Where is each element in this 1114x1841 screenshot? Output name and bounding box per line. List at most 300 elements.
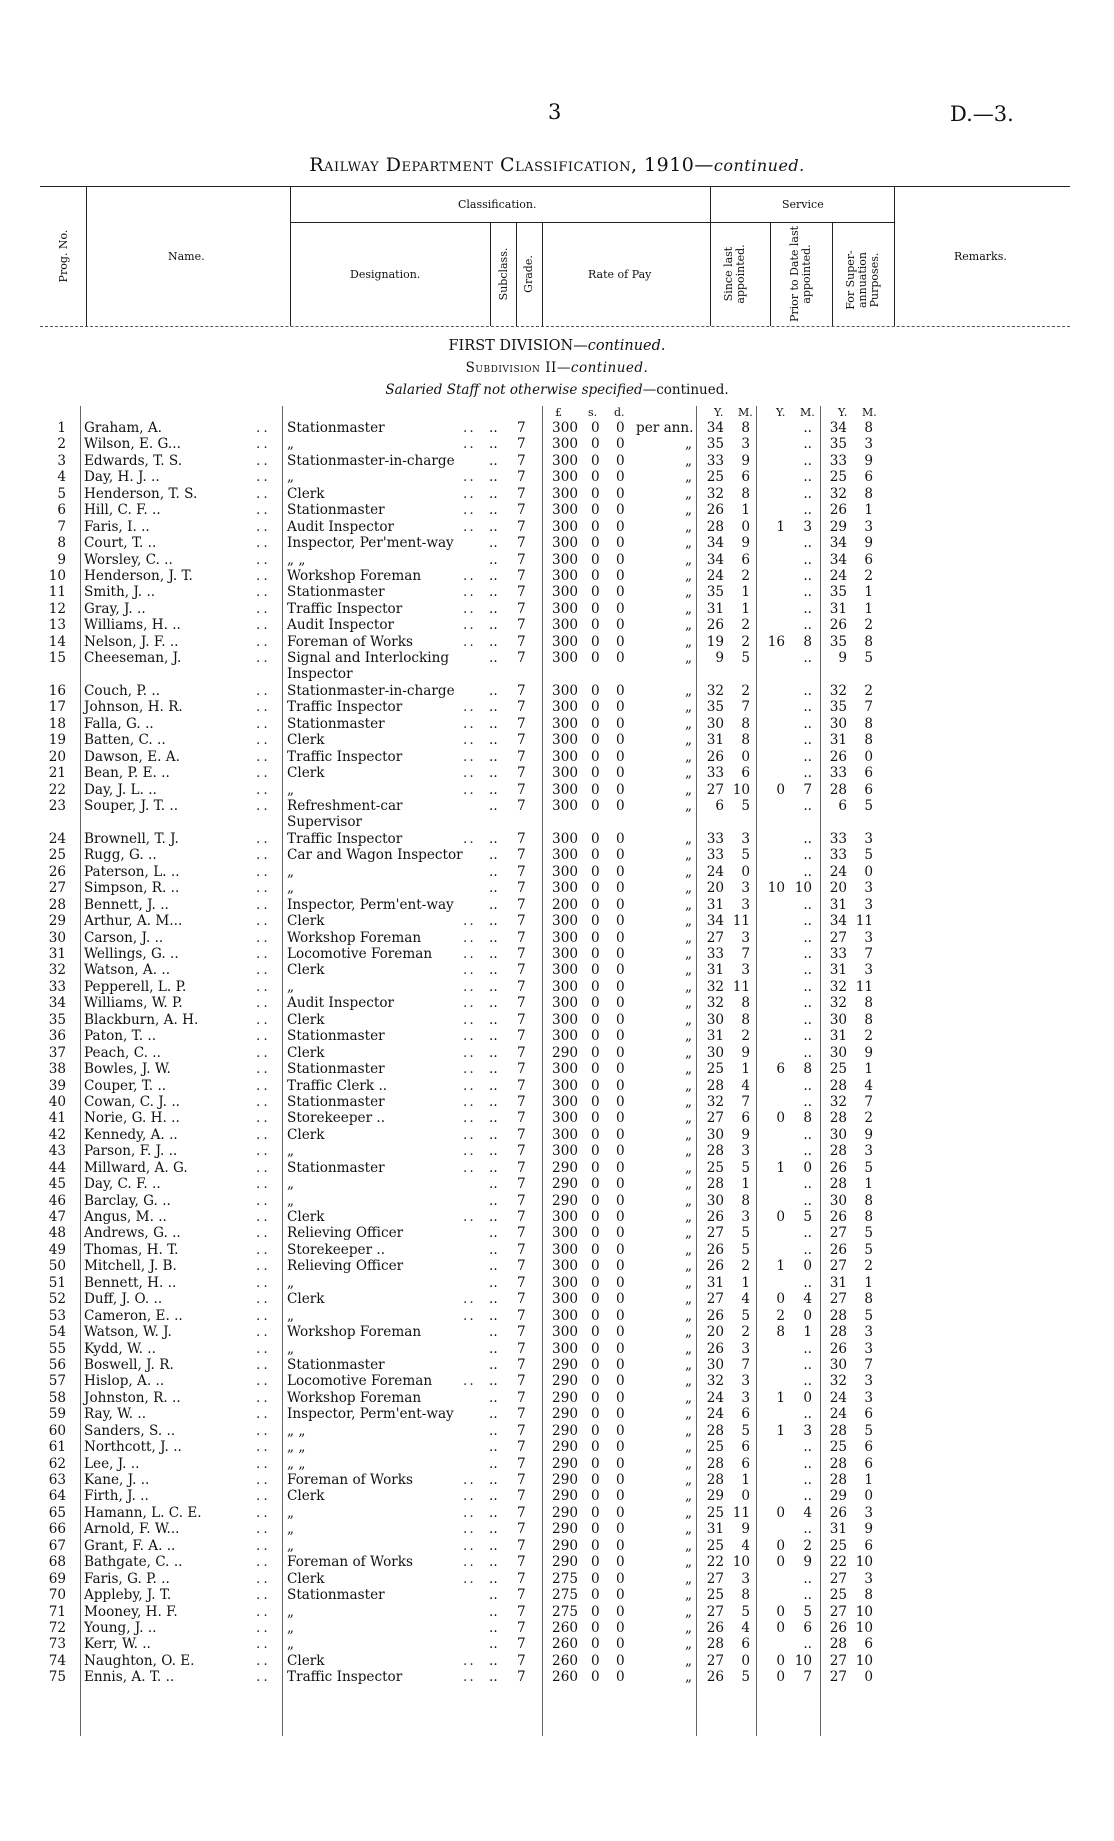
table-row [0,1341,1114,1357]
super-years: 30 [829,1011,847,1028]
prior-months: 8 [803,1061,812,1078]
rate-shillings: 0 [591,1472,600,1489]
super-years: 28 [829,1455,847,1472]
rate-pounds: 300 [552,1126,578,1143]
super-years: 26 [829,1504,847,1521]
subclass: .. [489,633,498,650]
since-years: 34 [706,551,724,568]
super-years: 22 [829,1554,847,1571]
rate-pounds: 300 [552,452,578,469]
since-years: 32 [706,683,724,700]
name-leader: .. [256,1488,271,1505]
name-leader: .. [256,781,271,798]
rate-pounds: 300 [552,469,578,486]
prog-no: 40 [48,1093,66,1110]
rate-pounds: 290 [552,1439,578,1456]
since-years: 30 [706,1192,724,1209]
prior-months: .. [803,1011,812,1028]
unit-months-since: M. [738,406,753,419]
table-row [0,749,1114,765]
super-months: 8 [864,633,873,650]
since-months: 9 [741,452,750,469]
rate-pence: 0 [616,995,625,1012]
designation: Refreshment-car Supervisor [287,798,403,831]
grade: 7 [517,1389,526,1406]
since-years: 28 [706,1636,724,1653]
grade: 7 [517,962,526,979]
grade: 7 [517,1455,526,1472]
designation: Car and Wagon Inspector [287,847,463,864]
grade: 7 [517,1652,526,1669]
rate-shillings: 0 [591,1225,600,1242]
designation: Stationmaster [287,715,385,732]
rate-period: „ [684,1061,692,1078]
prior-years: 0 [776,1504,785,1521]
rate-pounds: 290 [552,1521,578,1538]
title-suffix: continued. [713,156,805,175]
designation-leader: .. [463,699,476,716]
staff-name: Hamann, L. C. E. [84,1504,202,1521]
rate-shillings: 0 [591,1455,600,1472]
since-years: 26 [706,1669,724,1686]
rate-pence: 0 [616,1044,625,1061]
table-row [0,1275,1114,1291]
staff-name: Worsley, C. .. [84,551,173,568]
designation-leader: .. [463,617,476,634]
subclass: .. [489,1455,498,1472]
prior-months: 10 [794,880,812,897]
rate-pounds: 290 [552,1389,578,1406]
name-leader: .. [256,946,271,963]
since-months: 3 [741,1340,750,1357]
rate-pounds: 300 [552,880,578,897]
rate-shillings: 0 [591,847,600,864]
designation: „ [287,1521,295,1538]
super-months: 3 [864,1570,873,1587]
prior-months: 6 [803,1619,812,1636]
prior-months: 0 [803,1307,812,1324]
grade: 7 [517,1422,526,1439]
rate-shillings: 0 [591,1356,600,1373]
name-leader: .. [256,633,271,650]
header-bottom-rule [40,326,1070,327]
rate-shillings: 0 [591,1439,600,1456]
rate-pounds: 300 [552,1307,578,1324]
rate-shillings: 0 [591,617,600,634]
super-months: 6 [864,781,873,798]
subclass: .. [489,1422,498,1439]
rate-pence: 0 [616,1291,625,1308]
rate-period: „ [684,1209,692,1226]
super-years: 27 [829,1291,847,1308]
staff-name: Ray, W. .. [84,1406,147,1423]
grade: 7 [517,1077,526,1094]
table-row [0,1242,1114,1258]
designation: Workshop Foreman [287,929,422,946]
subclass: .. [489,1011,498,1028]
designation-leader: .. [463,1652,476,1669]
since-months: 1 [741,600,750,617]
staff-heading [0,382,1114,398]
table-row [0,1488,1114,1504]
rate-shillings: 0 [591,929,600,946]
prior-months: .. [803,1274,812,1291]
rate-pounds: 300 [552,1209,578,1226]
prog-no: 61 [48,1439,66,1456]
subclass: .. [489,1126,498,1143]
prior-months: 7 [803,1669,812,1686]
since-years: 29 [706,1488,724,1505]
table-row [0,732,1114,748]
prog-no: 55 [48,1340,66,1357]
name-leader: .. [256,650,271,667]
prior-years: 1 [776,1389,785,1406]
prior-months: .. [803,469,812,486]
designation: Clerk [287,1209,325,1226]
designation: „ „ [287,551,306,568]
subclass: .. [489,600,498,617]
since-years: 28 [706,1472,724,1489]
staff-name: Kennedy, A. .. [84,1126,178,1143]
grade: 7 [517,781,526,798]
rate-pence: 0 [616,1307,625,1324]
subclass: .. [489,1570,498,1587]
name-leader: .. [256,1356,271,1373]
rate-shillings: 0 [591,1258,600,1275]
table-row [0,1620,1114,1636]
prior-months: .. [803,995,812,1012]
header-divider [86,186,87,326]
subclass: .. [489,1504,498,1521]
since-years: 31 [706,1521,724,1538]
rate-pounds: 300 [552,1274,578,1291]
rate-pence: 0 [616,847,625,864]
rate-pence: 0 [616,798,625,815]
rate-period: „ [684,1669,692,1686]
prior-years: 0 [776,781,785,798]
table-row [0,1258,1114,1274]
since-years: 26 [706,1258,724,1275]
since-years: 25 [706,1061,724,1078]
table-row [0,1078,1114,1094]
name-leader: .. [256,1340,271,1357]
rate-period: „ [684,436,692,453]
designation-leader: .. [463,1093,476,1110]
table-row [0,1653,1114,1669]
table-row [0,1604,1114,1620]
super-months: 11 [855,978,873,995]
rate-pounds: 300 [552,798,578,815]
rate-shillings: 0 [591,1669,600,1686]
designation: „ [287,469,295,486]
rate-pence: 0 [616,1258,625,1275]
rate-pounds: 300 [552,436,578,453]
super-years: 28 [829,1307,847,1324]
staff-name: Northcott, J. .. [84,1439,182,1456]
since-months: 4 [741,1619,750,1636]
designation-leader: .. [463,946,476,963]
name-leader: .. [256,1669,271,1686]
staff-name: Bennett, J. .. [84,896,169,913]
rate-pence: 0 [616,1389,625,1406]
grade: 7 [517,830,526,847]
unit-months-super: M. [862,406,877,419]
prog-no: 72 [48,1619,66,1636]
super-months: 5 [864,1159,873,1176]
designation-leader: .. [463,1143,476,1160]
since-months: 8 [741,420,750,436]
subclass: .. [489,1274,498,1291]
since-years: 31 [706,1274,724,1291]
since-years: 28 [706,1176,724,1193]
prior-months: 7 [803,781,812,798]
prog-no: 42 [48,1126,66,1143]
since-years: 30 [706,1356,724,1373]
rate-pence: 0 [616,715,625,732]
super-months: 9 [864,1126,873,1143]
grade: 7 [517,600,526,617]
prior-years: 16 [767,633,785,650]
since-years: 26 [706,617,724,634]
prior-years: 1 [776,1422,785,1439]
super-years: 28 [829,1176,847,1193]
since-months: 10 [732,1554,750,1571]
table-row [0,1225,1114,1241]
grade: 7 [517,978,526,995]
designation-leader: .. [463,1028,476,1045]
rate-pounds: 290 [552,1504,578,1521]
header-service: Service [782,198,824,211]
prog-no: 11 [48,584,66,601]
grade: 7 [517,1373,526,1390]
designation: Foreman of Works [287,633,413,650]
prog-no: 53 [48,1307,66,1324]
designation: „ [287,781,295,798]
super-months: 5 [864,1241,873,1258]
designation-leader: .. [463,485,476,502]
staff-name: Wilson, E. G... [84,436,181,453]
since-years: 20 [706,880,724,897]
table-row [0,798,1114,831]
prior-years: 0 [776,1209,785,1226]
super-years: 26 [829,1209,847,1226]
prog-no: 34 [48,995,66,1012]
super-years: 28 [829,1472,847,1489]
rate-pounds: 290 [552,1554,578,1571]
since-months: 6 [741,1110,750,1127]
rate-pence: 0 [616,1587,625,1604]
rate-shillings: 0 [591,1159,600,1176]
rate-pounds: 300 [552,600,578,617]
rate-shillings: 0 [591,584,600,601]
grade: 7 [517,1011,526,1028]
grade: 7 [517,863,526,880]
prior-months: .. [803,946,812,963]
super-months: 4 [864,1077,873,1094]
since-months: 8 [741,995,750,1012]
staff-name: Bowles, J. W. [84,1061,171,1078]
rate-period: „ [684,1455,692,1472]
designation: Traffic Inspector [287,600,403,617]
prog-no: 38 [48,1061,66,1078]
rate-pence: 0 [616,896,625,913]
since-months: 3 [741,436,750,453]
since-years: 26 [706,1241,724,1258]
subclass: .. [489,765,498,782]
prog-no: 45 [48,1176,66,1193]
prog-no: 24 [48,830,66,847]
super-years: 32 [829,978,847,995]
rate-pounds: 300 [552,567,578,584]
grade: 7 [517,1044,526,1061]
rate-pounds: 300 [552,617,578,634]
prior-years: 0 [776,1110,785,1127]
designation: Signal and Interlocking Inspector [287,650,450,683]
super-years: 31 [829,1274,847,1291]
prior-months: .. [803,650,812,667]
super-years: 25 [829,1587,847,1604]
rate-period: „ [684,1472,692,1489]
super-months: 7 [864,1356,873,1373]
prior-years: 0 [776,1652,785,1669]
since-months: 8 [741,1587,750,1604]
subclass: .. [489,1291,498,1308]
rate-pence: 0 [616,946,625,963]
staff-name: Wellings, G. .. [84,946,179,963]
header-prior-to-date: Prior to Date last appointed. [788,225,813,323]
since-years: 33 [706,847,724,864]
rate-shillings: 0 [591,1504,600,1521]
grade: 7 [517,420,526,436]
staff-name: Faris, G. P. .. [84,1570,170,1587]
rate-pounds: 300 [552,946,578,963]
rate-pence: 0 [616,1159,625,1176]
since-years: 30 [706,715,724,732]
rate-pence: 0 [616,1093,625,1110]
super-years: 27 [829,1669,847,1686]
rate-pence: 0 [616,1669,625,1686]
prog-no: 21 [48,765,66,782]
grade: 7 [517,1110,526,1127]
designation: „ [287,436,295,453]
designation-leader: .. [463,765,476,782]
rate-shillings: 0 [591,469,600,486]
super-years: 25 [829,1061,847,1078]
staff-name: Batten, C. .. [84,732,166,749]
prior-months: .. [803,485,812,502]
designation: „ [287,863,295,880]
prog-no: 5 [57,485,66,502]
rate-pounds: 300 [552,1225,578,1242]
staff-name: Day, H. J. .. [84,469,160,486]
since-years: 27 [706,1291,724,1308]
super-months: 3 [864,896,873,913]
designation: „ [287,1340,295,1357]
since-months: 7 [741,946,750,963]
super-years: 31 [829,1028,847,1045]
rate-pence: 0 [616,1241,625,1258]
rate-pounds: 275 [552,1587,578,1604]
rate-pence: 0 [616,1537,625,1554]
since-years: 24 [706,863,724,880]
rate-period: „ [684,863,692,880]
super-months: 10 [855,1603,873,1620]
subclass: .. [489,699,498,716]
rate-pence: 0 [616,1077,625,1094]
super-months: 10 [855,1554,873,1571]
grade: 7 [517,584,526,601]
prog-no: 74 [48,1652,66,1669]
name-leader: .. [256,436,271,453]
rate-shillings: 0 [591,633,600,650]
prog-no: 71 [48,1603,66,1620]
table-row [0,1012,1114,1028]
rate-shillings: 0 [591,1061,600,1078]
super-months: 5 [864,650,873,667]
rate-pence: 0 [616,1521,625,1538]
name-leader: .. [256,1126,271,1143]
super-months: 3 [864,962,873,979]
rate-pence: 0 [616,469,625,486]
rate-pence: 0 [616,436,625,453]
table-row [0,601,1114,617]
staff-name: Gray, J. .. [84,600,146,617]
prog-no: 63 [48,1472,66,1489]
since-years: 27 [706,1652,724,1669]
rate-shillings: 0 [591,732,600,749]
designation: „ [287,1619,295,1636]
super-years: 31 [829,732,847,749]
subclass: .. [489,995,498,1012]
grade: 7 [517,436,526,453]
name-leader: .. [256,1570,271,1587]
name-leader: .. [256,847,271,864]
designation: Stationmaster [287,502,385,519]
prog-no: 36 [48,1028,66,1045]
rate-period: „ [684,748,692,765]
table-row [0,650,1114,683]
rate-pence: 0 [616,929,625,946]
grade: 7 [517,1537,526,1554]
subclass: .. [489,1241,498,1258]
name-leader: .. [256,551,271,568]
table-row [0,1538,1114,1554]
super-years: 28 [829,1143,847,1160]
grade: 7 [517,748,526,765]
table-row [0,486,1114,502]
prog-no: 73 [48,1636,66,1653]
subdivision-heading [0,360,1114,376]
super-years: 35 [829,699,847,716]
subclass: .. [489,913,498,930]
designation: Clerk [287,1291,325,1308]
name-leader: .. [256,600,271,617]
name-leader: .. [256,1521,271,1538]
rate-period: „ [684,1274,692,1291]
rate-pounds: 300 [552,551,578,568]
super-months: 9 [864,1521,873,1538]
rate-period: „ [684,1126,692,1143]
prog-no: 1 [57,420,66,436]
rate-pence: 0 [616,748,625,765]
staff-name: Grant, F. A. .. [84,1537,176,1554]
rate-pence: 0 [616,1373,625,1390]
name-leader: .. [256,978,271,995]
since-years: 31 [706,600,724,617]
header-designation: Designation. [350,268,421,281]
staff-name: Simpson, R. .. [84,880,180,897]
prior-months: .. [803,962,812,979]
